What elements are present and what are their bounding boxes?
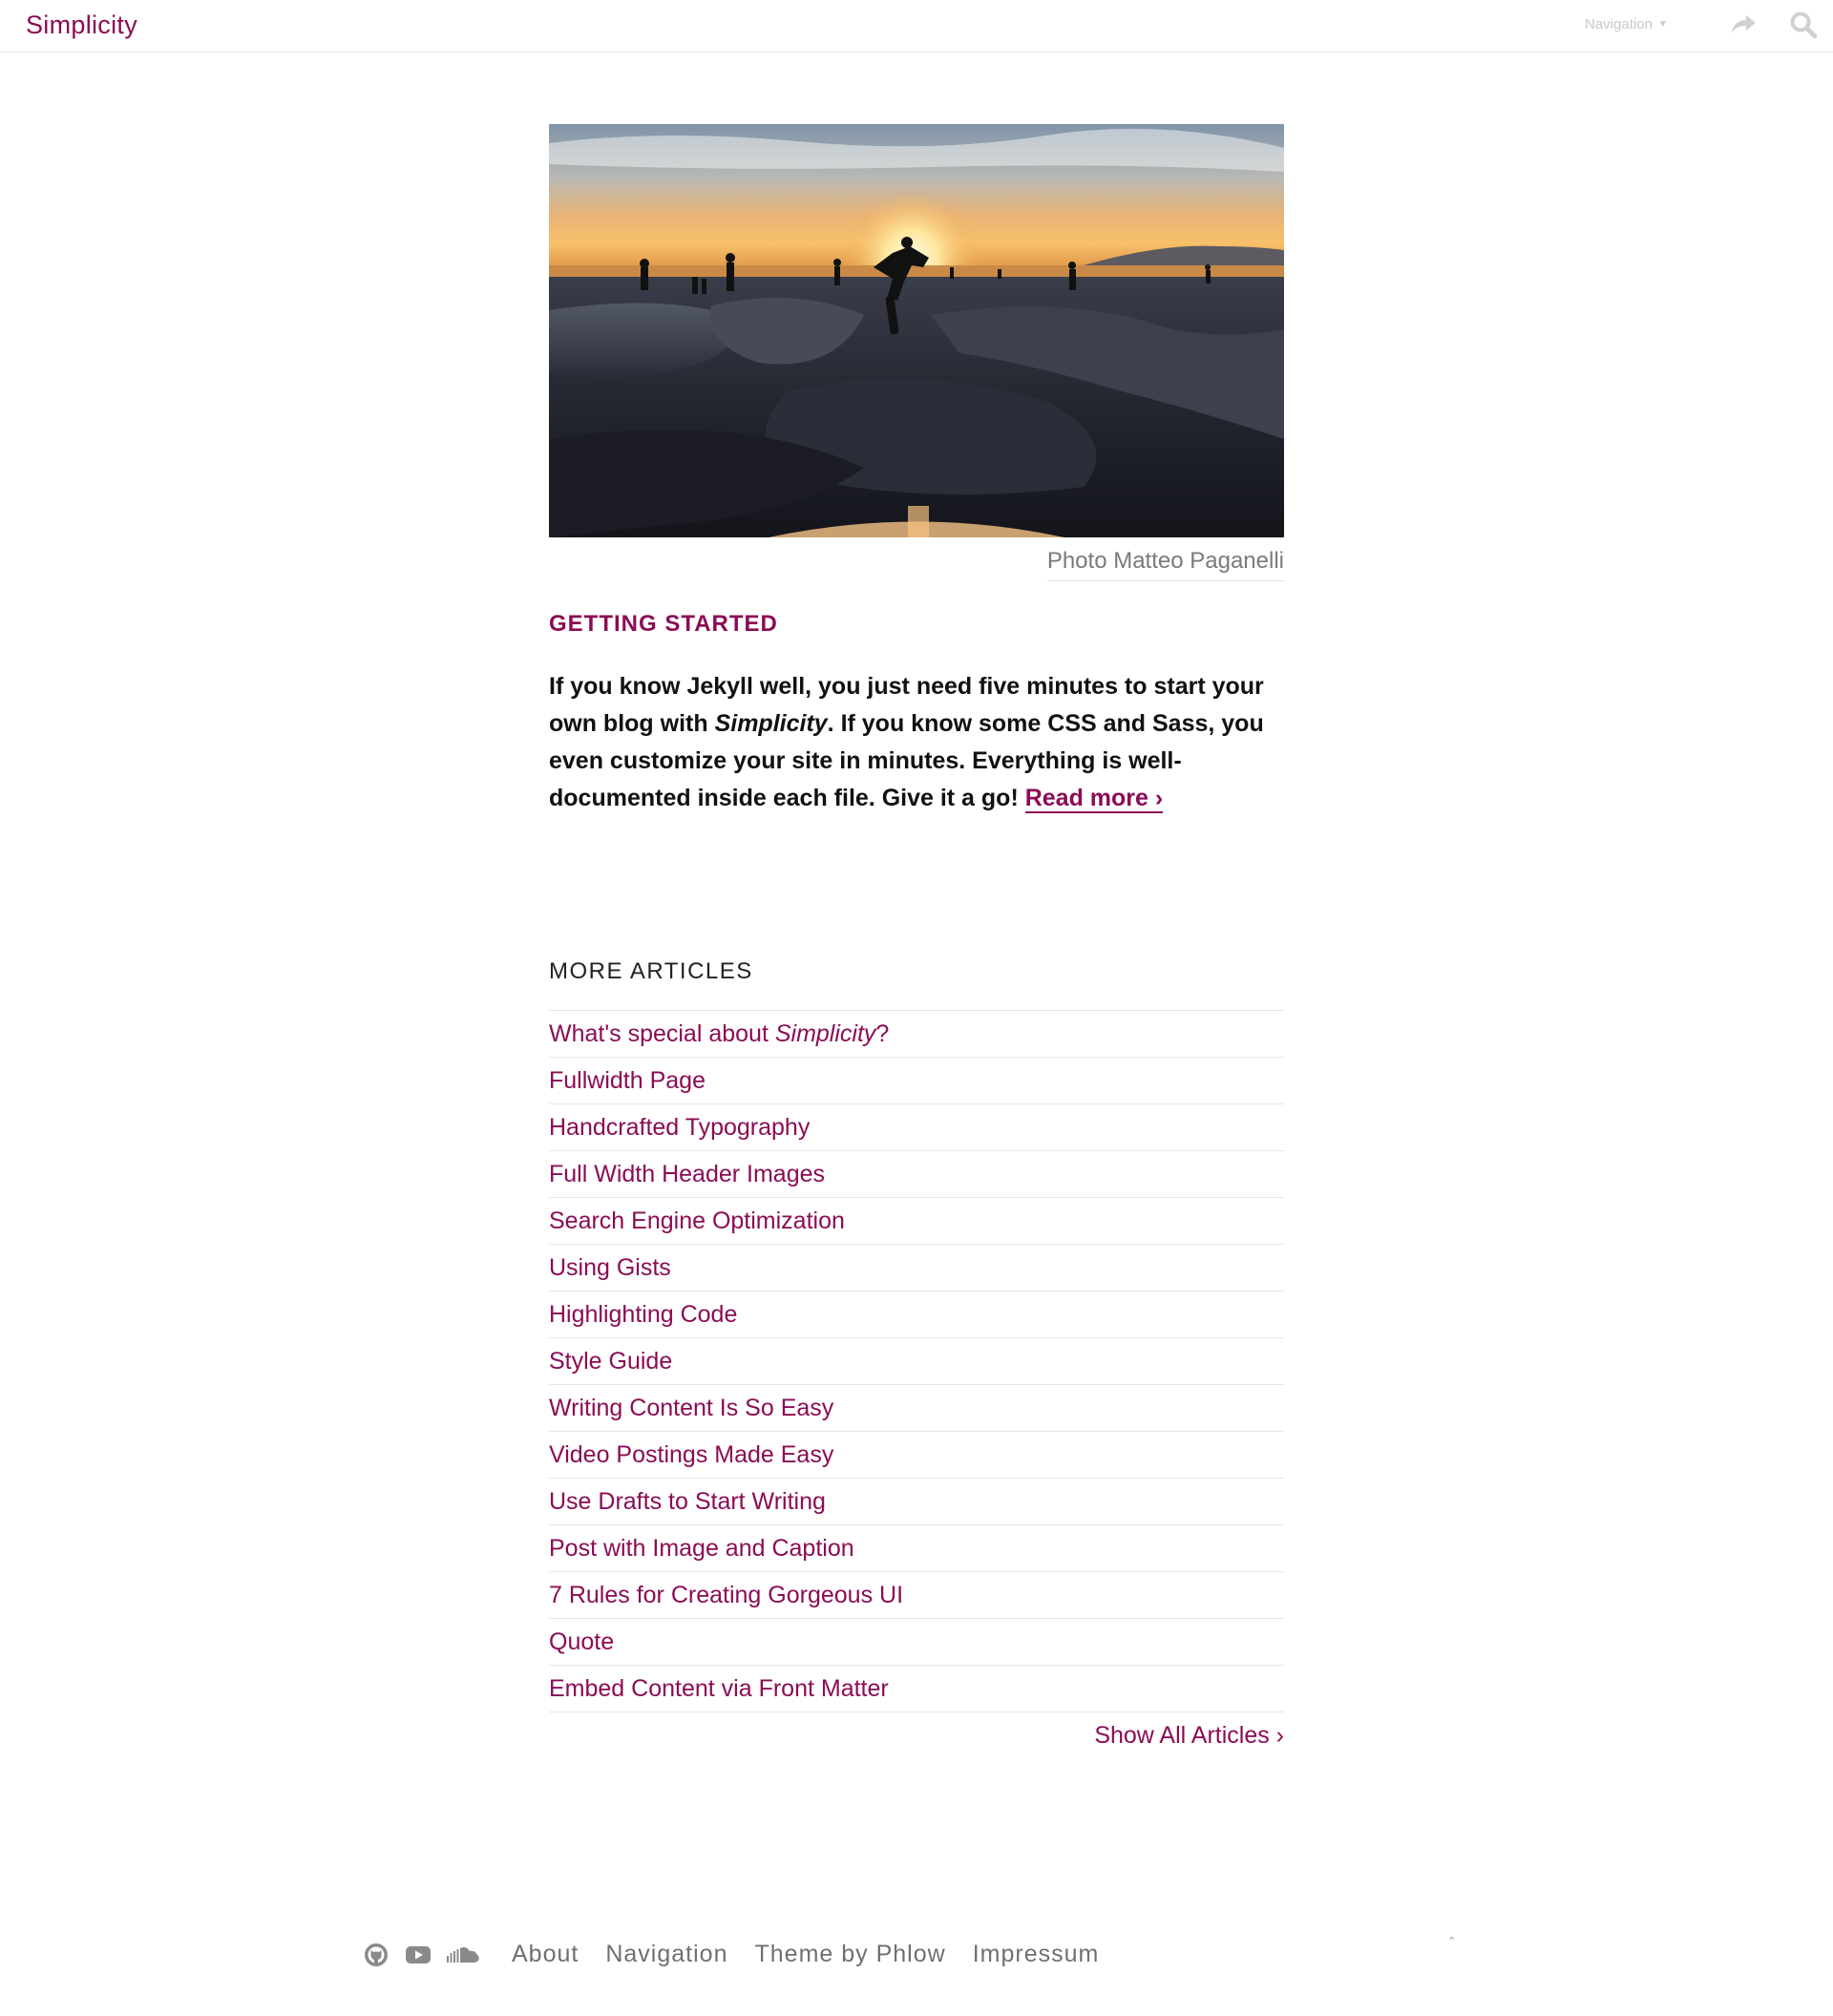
site-brand-link[interactable]: Simplicity — [26, 10, 138, 39]
caret-down-icon: ▼ — [1657, 19, 1668, 30]
section-title: GETTING STARTED — [549, 611, 778, 637]
back-to-top-icon[interactable]: ˆ — [1449, 1936, 1455, 1952]
list-item — [549, 1245, 1284, 1292]
list-item — [549, 1572, 1284, 1619]
article-link-text: What's special about — [549, 1019, 775, 1047]
article-link[interactable]: Fullwidth Page — [549, 1066, 706, 1094]
list-item — [549, 1666, 1284, 1712]
footer-link-theme-by-phlow[interactable]: Theme by Phlow — [754, 1941, 946, 1967]
soundcloud-icon[interactable] — [447, 1945, 481, 1964]
footer-link-about[interactable]: About — [512, 1941, 579, 1967]
footer-social-icons — [363, 1942, 481, 1968]
article-link[interactable]: Highlighting Code — [549, 1300, 738, 1328]
list-item — [549, 1198, 1284, 1245]
list-item — [549, 1338, 1284, 1385]
hero-image-caption: Photo Matteo Paganelli — [1047, 548, 1284, 581]
list-item — [549, 1525, 1284, 1572]
article-link[interactable]: Writing Content Is So Easy — [549, 1394, 834, 1421]
list-item — [549, 1011, 1284, 1058]
article-link[interactable]: Search Engine Optimization — [549, 1207, 845, 1234]
article-link[interactable]: Using Gists — [549, 1253, 671, 1281]
show-all-articles-link[interactable]: Show All Articles › — [1094, 1722, 1284, 1749]
article-link[interactable]: 7 Rules for Creating Gorgeous UI — [549, 1581, 904, 1608]
list-item — [549, 1479, 1284, 1525]
list-item — [549, 1058, 1284, 1104]
article-link[interactable]: Handcrafted Typography — [549, 1113, 811, 1141]
github-icon[interactable] — [363, 1942, 390, 1968]
teaser-text-part: If you know Jekyll well, you just need five minutes to start your own blog with — [549, 673, 1264, 737]
article-list — [549, 1010, 1284, 1712]
list-item — [549, 1432, 1284, 1479]
list-item — [549, 1151, 1284, 1198]
more-articles-title: MORE ARTICLES — [549, 958, 753, 984]
teaser-text-emphasis: Simplicity — [714, 710, 828, 737]
navigation-dropdown[interactable] — [1585, 16, 1668, 32]
youtube-icon[interactable] — [405, 1944, 432, 1965]
footer-link-impressum[interactable]: Impressum — [972, 1941, 1100, 1967]
navigation-dropdown-label: Navigation — [1585, 16, 1653, 32]
article-link-emphasis: Simplicity — [774, 1019, 876, 1047]
article-link[interactable]: Embed Content via Front Matter — [549, 1674, 889, 1702]
article-link[interactable] — [549, 1020, 889, 1048]
teaser-text-part: . If you know some CSS and Sass, you even customize your site in minutes. Everything is well-documented inside each file. Give it a go! — [549, 710, 1264, 811]
article-link[interactable]: Video Postings Made Easy — [549, 1440, 834, 1468]
article-link[interactable]: Full Width Header Images — [549, 1160, 826, 1187]
share-icon[interactable] — [1728, 10, 1759, 40]
article-link[interactable]: Post with Image and Caption — [549, 1534, 854, 1562]
read-more-link[interactable]: Read more › — [1024, 785, 1164, 811]
list-item — [549, 1292, 1284, 1338]
search-icon[interactable] — [1789, 10, 1818, 39]
list-item — [549, 1104, 1284, 1151]
footer-links — [512, 1941, 1099, 1968]
list-item — [549, 1385, 1284, 1432]
list-item — [549, 1619, 1284, 1666]
teaser-text — [549, 668, 1294, 817]
article-link[interactable]: Use Drafts to Start Writing — [549, 1487, 826, 1515]
article-link[interactable]: Quote — [549, 1628, 615, 1655]
footer-link-navigation[interactable]: Navigation — [605, 1941, 728, 1967]
article-link[interactable]: Style Guide — [549, 1347, 673, 1375]
article-link-text: ? — [875, 1019, 890, 1047]
top-bar — [0, 0, 1833, 52]
hero-image — [549, 124, 1284, 537]
